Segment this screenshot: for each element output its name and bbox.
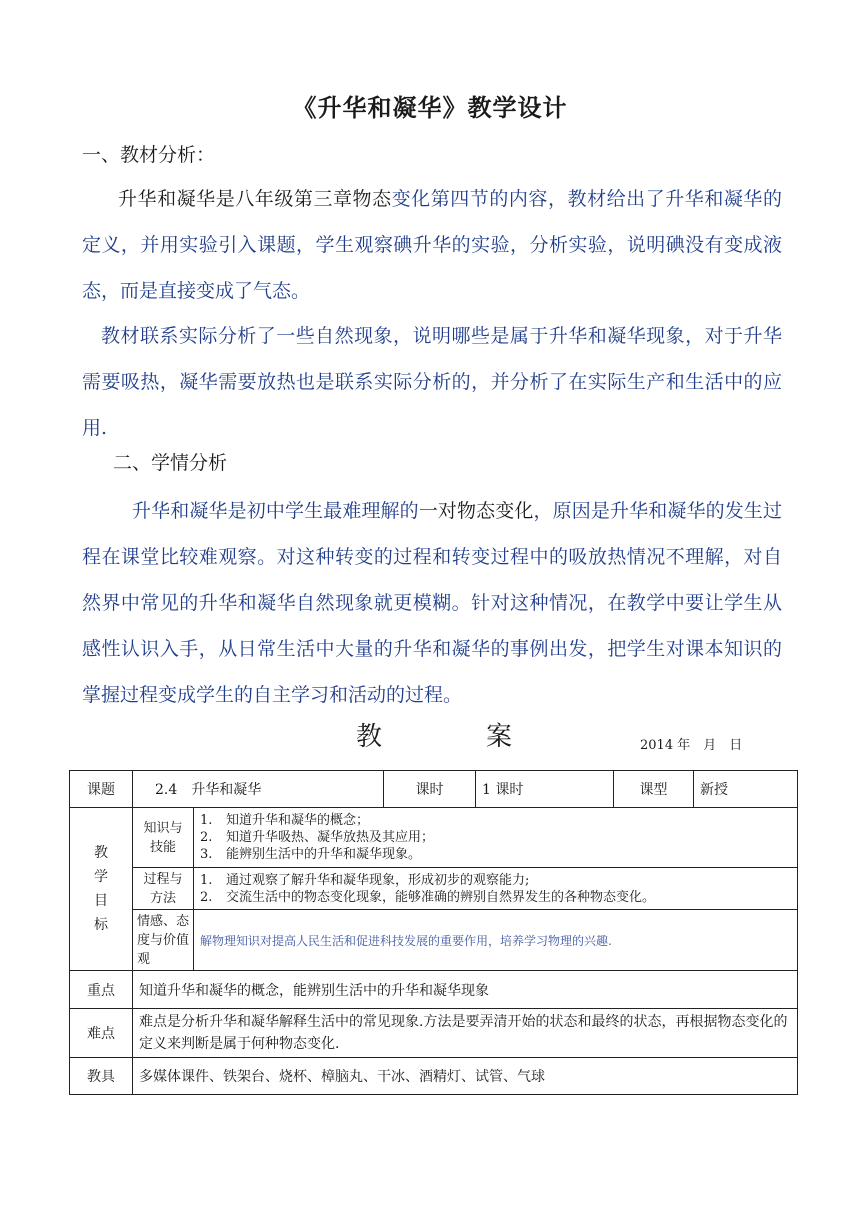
type-label: 课型 xyxy=(614,771,694,808)
plan-heading-left: 教 xyxy=(356,722,383,752)
knowledge-item: 3. 能辨别生活中的升华和凝华现象。 xyxy=(200,847,422,862)
lesson-plan-table xyxy=(69,770,798,1095)
emotion-content: 解物理知识对提高人民生活和促进科技发展的重要作用，培养学习物理的兴趣. xyxy=(194,910,798,971)
para3-part-a: 升华和凝华是初中学生最难理解的 xyxy=(132,500,419,522)
row-tools xyxy=(70,1058,798,1095)
topic-value: 2.4 升华和凝华 xyxy=(133,771,384,808)
row-difficulties xyxy=(70,1009,798,1058)
knowledge-item: 2. 知道升华吸热、凝华放热及其应用； xyxy=(200,830,435,845)
para3-part-b: 一对物态变化 xyxy=(418,500,534,522)
section1-heading: 一、教材分析： xyxy=(82,144,216,166)
objectives-label-char-2: 学 xyxy=(94,869,108,885)
objectives-label xyxy=(70,808,133,971)
objectives-label-char-1: 教 xyxy=(94,845,108,861)
difficulties-content: 难点是分析升华和凝华解释生活中的常见现象.方法是要弄清开始的状态和最终的状态，再根据物态变化的定义来判断是属于何种物态变化. xyxy=(133,1009,798,1058)
row-emotion xyxy=(70,910,798,971)
difficulties-label: 难点 xyxy=(70,1009,133,1058)
row-topic xyxy=(70,771,798,808)
process-label: 过程与方法 xyxy=(133,868,194,910)
type-value: 新授 xyxy=(694,771,798,808)
section1-paragraph-1 xyxy=(82,176,782,314)
knowledge-content xyxy=(194,808,798,868)
para1-part-a: 升华和凝华是八年 xyxy=(118,188,275,210)
knowledge-label: 知识与技能 xyxy=(133,808,194,868)
emotion-label: 情感、态度与价值观 xyxy=(133,910,194,971)
row-key-points xyxy=(70,971,798,1009)
tools-label: 教具 xyxy=(70,1058,133,1095)
objectives-label-char-3: 目 xyxy=(94,893,108,909)
section1-paragraph-2: 教材联系实际分析了一些自然现象，说明哪些是属于升华和凝华现象，对于升华需要吸热，凝华需要放热也是联系实际分析的，并分析了在实际生产和生活中的应用. xyxy=(82,325,782,439)
tools-content: 多媒体课件、铁架台、烧杯、樟脑丸、干冰、酒精灯、试管、气球 xyxy=(133,1058,798,1095)
process-item: 1. 通过观察了解升华和凝华现象，形成初步的观察能力; xyxy=(200,872,530,888)
plan-date: 2014 年 月 日 xyxy=(640,738,743,753)
section2-heading: 二、学情分析 xyxy=(113,452,228,474)
document-title: 《升华和凝华》教学设计 xyxy=(292,93,568,122)
row-knowledge xyxy=(70,808,798,868)
section2-paragraph xyxy=(82,488,782,718)
knowledge-item: 1. 知道升华和凝华的概念； xyxy=(200,813,370,828)
row-process xyxy=(70,868,798,910)
objectives-label-char-4: 标 xyxy=(94,917,108,933)
para1-part-c: 变化第四节的内容，教材给出了升华和凝华的定义，并用实验引入课题，学生观察碘升华的实验，分析实验，说明碘没有变成液态，而是直接变成了气态。 xyxy=(82,188,782,302)
plan-heading-right: 案 xyxy=(486,722,513,752)
para1-part-b: 级第三章物态 xyxy=(274,188,392,210)
para3-part-c: ，原因是升华和凝华的发生过程在课堂比较难观察。对这种转变的过程和转变过程中的吸放热情况不理解，对自然界中常见的升华和凝华自然现象就更模糊。针对这种情况，在教学中要让学生从感性认识入手，从日常生活中大量的升华和凝华的事例出发，把学生对课本知识的掌握过程变成学生的自主学习和活动的过程。 xyxy=(82,500,782,706)
hours-value: 1 课时 xyxy=(476,771,614,808)
process-content xyxy=(194,868,798,910)
topic-label: 课题 xyxy=(70,771,133,808)
key-points-label: 重点 xyxy=(70,971,133,1009)
hours-label: 课时 xyxy=(384,771,476,808)
key-points-content: 知道升华和凝华的概念，能辨别生活中的升华和凝华现象 xyxy=(133,971,798,1009)
process-item: 2. 交流生活中的物态变化现象，能够准确的辨别自然界发生的各种物态变化。 xyxy=(200,889,656,905)
